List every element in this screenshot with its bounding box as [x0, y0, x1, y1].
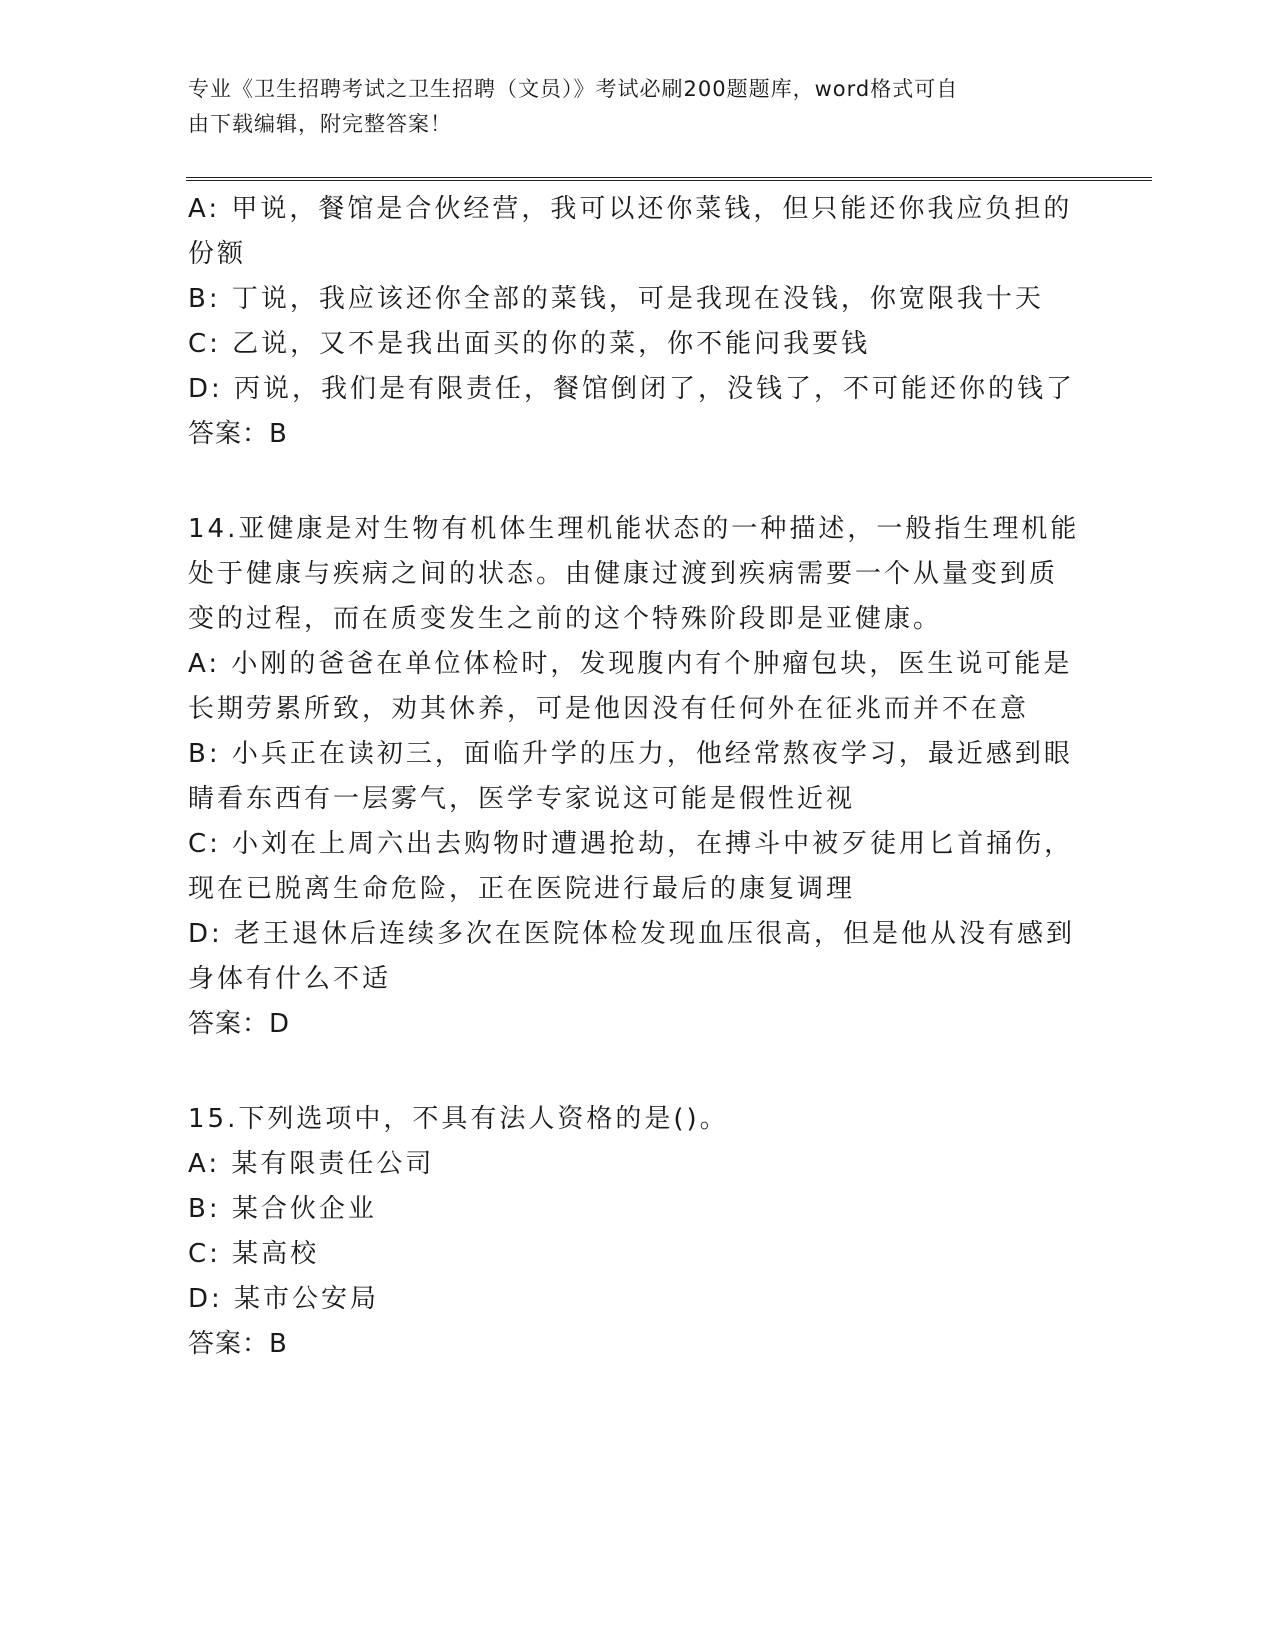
- q14-option-a-line-1: A: 小刚的爸爸在单位体检时，发现腹内有个肿瘤包块，医生说可能是: [188, 649, 1073, 679]
- q14-option-c-line-1: C: 小刘在上周六出去购物时遭遇抢劫，在搏斗中被歹徒用匕首捅伤，: [188, 829, 1074, 859]
- q15-stem: 15.下列选项中，不具有法人资格的是()。: [188, 1104, 729, 1134]
- q14-stem-line-2: 处于健康与疾病之间的状态。由健康过渡到疾病需要一个从量变到质: [188, 559, 1059, 589]
- q14-stem-line-3: 变的过程，而在质变发生之前的这个特殊阶段即是亚健康。: [188, 604, 943, 634]
- q14-option-b-line-2: 睛看东西有一层雾气，医学专家说这可能是假性近视: [188, 784, 856, 814]
- q13-option-a-line-1: A: 甲说，餐馆是合伙经营，我可以还你菜钱，但只能还你我应负担的: [188, 194, 1073, 224]
- question-15: [188, 1097, 1078, 1374]
- header-divider: [186, 177, 1152, 181]
- spacer: [188, 464, 1078, 507]
- q13-option-d: D: 丙说，我们是有限责任，餐馆倒闭了，没钱了，不可能还你的钱了: [188, 374, 1076, 404]
- q13-option-c: C: 乙说，又不是我出面买的你的菜，你不能问我要钱: [188, 329, 871, 359]
- question-13-options: [188, 187, 1078, 464]
- question-list: [188, 187, 1078, 1374]
- q15-option-d: D: 某市公安局: [188, 1284, 380, 1314]
- q14-option-d-line-1: D: 老王退休后连续多次在医院体检发现血压很高，但是他从没有感到: [188, 919, 1076, 949]
- q14-option-b-line-1: B: 小兵正在读初三，面临升学的压力，他经常熬夜学习，最近感到眼: [188, 739, 1073, 769]
- q14-option-c-line-2: 现在已脱离生命危险，正在医院进行最后的康复调理: [188, 874, 856, 904]
- header-title-line-2: 由下载编辑，附完整答案！: [188, 112, 452, 136]
- q13-answer: 答案：B: [188, 419, 288, 449]
- spacer: [188, 1054, 1078, 1097]
- q15-option-b: B: 某合伙企业: [188, 1194, 377, 1224]
- q13-option-b: B: 丁说，我应该还你全部的菜钱，可是我现在没钱，你宽限我十天: [188, 284, 1044, 314]
- q14-option-d-line-2: 身体有什么不适: [188, 964, 392, 994]
- q14-answer: 答案：D: [188, 1009, 291, 1039]
- q15-option-c: C: 某高校: [188, 1239, 320, 1269]
- question-14: [188, 507, 1078, 1054]
- q15-answer: 答案：B: [188, 1329, 288, 1359]
- header-title-line-1: 专业《卫生招聘考试之卫生招聘（文员）》考试必刷200题题库，word格式可自: [188, 77, 959, 101]
- document-header: [188, 72, 1068, 142]
- q14-option-a-line-2: 长期劳累所致，劝其休养，可是他因没有任何外在征兆而并不在意: [188, 694, 1030, 724]
- q15-option-a: A: 某有限责任公司: [188, 1149, 435, 1179]
- q14-stem-line-1: 14.亚健康是对生物有机体生理机能状态的一种描述，一般指生理机能: [188, 514, 1080, 544]
- q13-option-a-line-2: 份额: [188, 239, 247, 269]
